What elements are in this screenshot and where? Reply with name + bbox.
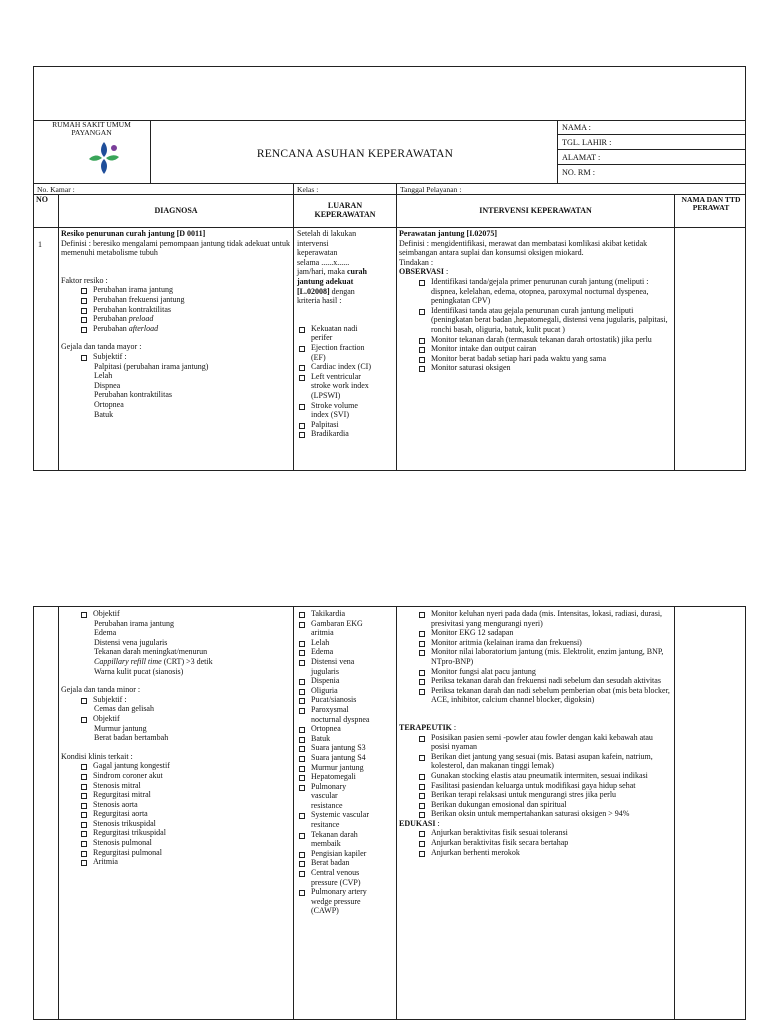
patient-rm-label: NO. RM : — [562, 168, 595, 177]
subjective-group — [61, 352, 290, 362]
list-item — [297, 724, 393, 734]
list-item-prefix: Perubahan — [93, 323, 129, 333]
list-item-line: index (SVI) — [311, 410, 349, 420]
minor-objective-items — [61, 724, 290, 743]
list-item — [297, 429, 393, 439]
list-item: Periksa tekanan darah dan nadi sebelum pemberian obat (mis beta blocker, ACE, inhibitor, calcium channel blocker, digoksin) — [417, 686, 671, 705]
list-item: Berikan terapi relaksasi untuk mengurangi stres jika perlu — [417, 790, 671, 800]
list-item — [297, 343, 393, 362]
list-item — [297, 849, 393, 859]
list-item-line: Distensi vena — [311, 656, 355, 666]
header-no: NO — [36, 195, 48, 204]
list-item: Cemas dan gelisah — [94, 704, 154, 714]
list-item — [297, 734, 393, 744]
list-item: Stenosis mitral — [79, 781, 290, 791]
list-item: Regurgitasi aorta — [79, 809, 290, 819]
luaran-criteria-list — [297, 324, 393, 439]
diagnosa-definition: Definisi : beresiko mengalami pemompaan jantung tidak adekuat untuk memenuhi metabolisme tubuh — [61, 238, 290, 258]
observasi-list — [399, 277, 671, 373]
list-item: Batuk — [94, 409, 114, 419]
room-label: No. Kamar : — [37, 185, 75, 194]
page-2 — [33, 606, 746, 1020]
list-item-prefix: Perubahan — [93, 314, 129, 324]
list-item-line: Ortopnea — [311, 724, 341, 734]
terapeutik-heading: TERAPEUTIK : — [399, 722, 457, 732]
intervensi-title: Perawatan jantung [I.02075] — [399, 229, 497, 238]
list-item — [297, 830, 393, 849]
list-item: Murmur jantung — [94, 723, 147, 733]
luaran-line: Setelah di lakukan — [297, 229, 357, 238]
list-item — [297, 810, 393, 829]
minor-subjective-group — [61, 695, 290, 705]
luaran-code: [L.02008] — [297, 286, 330, 296]
list-item: Monitor EKG 12 sadapan — [417, 628, 671, 638]
objective-label: Objektif — [79, 714, 290, 724]
list-item: Regurgitasi trikuspidal — [79, 828, 290, 838]
list-item: Anjurkan beraktivitas fisik sesuai toleransi — [417, 828, 671, 838]
list-item-line: Oliguria — [311, 685, 338, 695]
objective-group — [61, 609, 290, 619]
luaran-bold-line: jantung adekuat — [297, 276, 354, 286]
form-title: RENCANA ASUHAN KEPERAWATAN — [256, 148, 454, 160]
luaran-criteria-list-continued — [297, 609, 393, 916]
list-item-line: Stroke volume — [311, 400, 358, 410]
row-number: 1 — [38, 240, 42, 249]
edukasi-list — [399, 828, 671, 857]
luaran-cell-continued — [297, 609, 393, 916]
risk-factor-label: Faktor resiko : — [61, 275, 108, 285]
luaran-cell — [297, 229, 393, 439]
list-item-line: Cardiac index (CI) — [311, 362, 371, 372]
list-item — [297, 743, 393, 753]
list-item-line: Suara jantung S4 — [311, 752, 366, 762]
terapeutik-label: TERAPEUTIK — [399, 722, 452, 732]
list-item-line: Lelah — [311, 637, 330, 647]
luaran-line: keperawatan — [297, 248, 338, 258]
list-item-line: perifer — [311, 333, 333, 343]
list-item: Perubahan frekuensi jantung — [79, 295, 290, 305]
list-item: Regurgitasi mitral — [79, 790, 290, 800]
observasi-heading: OBSERVASI : — [399, 267, 449, 277]
list-item-line: Gambaran EKG — [311, 618, 363, 628]
observasi-list-continued — [399, 609, 671, 705]
luaran-text: jam/hari, maka — [297, 267, 347, 277]
patient-address-label: ALAMAT : — [562, 153, 601, 162]
list-item-line: resitance — [311, 820, 340, 830]
list-item-line: Berat badan — [311, 858, 350, 868]
luaran-text: dengan — [329, 286, 355, 296]
hospital-name: RUMAH SAKIT UMUM PAYANGAN — [52, 120, 131, 138]
list-item — [297, 657, 393, 676]
list-item-line: stroke work index — [311, 381, 369, 391]
luaran-criteria-label: kriteria hasil : — [297, 296, 342, 306]
list-item-italic: afterload — [128, 323, 159, 333]
list-item-line: aritmia — [311, 628, 334, 638]
luaran-line — [297, 287, 393, 297]
list-item-line: resistance — [311, 800, 343, 810]
intervensi-cell — [399, 229, 671, 373]
list-item: Stenosis pulmonal — [79, 838, 290, 848]
list-item-line: membaik — [311, 839, 341, 849]
list-item: Aritmia — [79, 857, 290, 867]
list-item — [297, 638, 393, 648]
list-item: Perubahan irama jantung — [79, 285, 290, 295]
edukasi-label: EDUKASI — [399, 818, 436, 828]
list-item-line: Murmur jantung — [311, 762, 364, 772]
list-item: Identifikasi tanda/gejala primer penurunan curah jantung (meliputi : dispnea, kelelahan, edema, otopnea, paroxymal nocturnal dyspenea, peningkatan CPV) — [417, 277, 671, 306]
minor-signs-label: Gejala dan tanda minor : — [61, 685, 141, 695]
list-item-line: vascular — [311, 791, 338, 801]
list-item-line: Pucat/sianosis — [311, 695, 357, 705]
minor-subjective-items — [61, 704, 290, 714]
list-item — [297, 676, 393, 686]
list-item-line: (LPSWI) — [311, 390, 341, 400]
objective-items — [61, 619, 290, 677]
crt-italic: Cappillary refill time — [94, 656, 162, 666]
observasi-label: OBSERVASI — [399, 267, 444, 277]
list-item — [297, 782, 393, 811]
list-item — [297, 619, 393, 638]
list-item — [94, 657, 290, 667]
list-item: Berikan dukungan emosional dan spiritual — [417, 800, 671, 810]
list-item — [297, 420, 393, 430]
header-nama-ttd: NAMA DAN TTD PERAWAT — [681, 195, 741, 213]
list-item — [297, 705, 393, 724]
list-item-line: Edema — [311, 647, 334, 657]
list-item: Edema — [94, 628, 117, 638]
list-item: Regurgitasi pulmonal — [79, 848, 290, 858]
page-1 — [33, 66, 746, 471]
service-date-label: Tanggal Pelayanan : — [400, 185, 462, 194]
list-item-italic: preload — [128, 314, 154, 324]
list-item-line: wedge pressure — [311, 896, 361, 906]
list-item-line: Paroxysmal — [311, 704, 349, 714]
diagnosa-cell-continued — [61, 609, 290, 867]
list-item-line: Left ventricular — [311, 371, 361, 381]
tindakan-label: Tindakan : — [399, 257, 434, 267]
list-item: Berikan oksin untuk mempertahankan saturasi oksigen > 94% — [417, 809, 671, 819]
list-item: Lelah — [94, 371, 113, 381]
list-item-line: Dispenia — [311, 676, 340, 686]
subjective-label: Subjektif : — [79, 695, 290, 705]
list-item: Perubahan kontraktilitas — [79, 305, 290, 315]
objective-label: Objektif — [79, 609, 290, 619]
edukasi-heading: EDUKASI : — [399, 818, 440, 828]
list-item — [297, 858, 393, 868]
list-item-line: Ejection fraction — [311, 342, 365, 352]
list-item — [297, 647, 393, 657]
patient-name-label: NAMA : — [562, 123, 591, 132]
list-item: Identifikasi tanda atau gejala penurunan curah jantung meliputi (peningkatan berat badan ,hepatomegali, distensi vena jugularis, palpitasi, ronchi basah, oliguria, batuk, kulit pucat ) — [417, 306, 671, 335]
clinical-conditions-list — [61, 761, 290, 867]
risk-factor-list — [61, 285, 290, 333]
luaran-line — [297, 267, 393, 277]
list-item-line: (EF) — [311, 352, 326, 362]
list-item: Monitor fungsi alat pacu jantung — [417, 667, 671, 677]
terapeutik-list — [399, 733, 671, 819]
list-item — [297, 753, 393, 763]
list-item-line: Kekuatan nadi — [311, 323, 358, 333]
list-item-line: Palpitasi — [311, 419, 339, 429]
minor-objective-group — [61, 714, 290, 724]
list-item: Anjurkan berhenti merokok — [417, 848, 671, 858]
subjective-items — [61, 362, 290, 420]
list-item — [297, 686, 393, 696]
header-intervensi: INTERVENSI KEPERAWATAN — [479, 206, 592, 215]
list-item: Fasilitasi pasiendan keluarga untuk modifikasi gaya hidup sehat — [417, 781, 671, 791]
list-item: Stenosis trikuspidal — [79, 819, 290, 829]
list-item — [79, 324, 290, 334]
list-item: Monitor nilai laboratorium jantung (mis. Elektrolit, enzim jantung, BNP, NTpro-BNP) — [417, 647, 671, 666]
diagnosa-cell — [61, 229, 290, 419]
list-item-line: Hepatomegali — [311, 772, 356, 782]
list-item — [297, 868, 393, 887]
list-item: Sindrom coroner akut — [79, 771, 290, 781]
class-label: Kelas : — [297, 185, 319, 194]
luaran-line: intervensi — [297, 238, 329, 248]
list-item: Dispnea — [94, 380, 121, 390]
list-item: Monitor tekanan darah (termasuk tekanan darah ortostatik) jika perlu — [417, 335, 671, 345]
list-item-line: Takikardia — [311, 609, 346, 618]
list-item: Gagal jantung kongestif — [79, 761, 290, 771]
list-item: Perubahan irama jantung — [94, 618, 174, 628]
list-item — [297, 695, 393, 705]
crt-text: (CRT) >3 detik — [161, 656, 213, 666]
header-diagnosa: DIAGNOSA — [154, 206, 198, 215]
list-item — [297, 372, 393, 401]
list-item: Monitor aritmia (kelainan irama dan frekuensi) — [417, 638, 671, 648]
list-item — [297, 772, 393, 782]
list-item-line: jugularis — [311, 666, 339, 676]
intervensi-definition: Definisi : mengidentifikasi, merawat dan membatasi komlikasi akibat ketidak seimbangan antara suplai dan konsumsi oksigen miokard. — [399, 238, 648, 258]
list-item: Distensi vena jugularis — [94, 637, 168, 647]
list-item: Anjurkan beraktivitas fisik secara bertahap — [417, 838, 671, 848]
diagnosa-title: Resiko penurunan curah jantung [D 0011] — [61, 229, 206, 238]
list-item — [297, 887, 393, 916]
list-item: Stenosis aorta — [79, 800, 290, 810]
list-item: Palpitasi (perubahan irama jantung) — [94, 361, 209, 371]
list-item — [297, 609, 393, 619]
list-item: Perubahan kontraktilitas — [94, 390, 172, 400]
list-item-line: Suara jantung S3 — [311, 743, 366, 753]
intervensi-cell-continued — [399, 609, 671, 857]
list-item: Periksa tekanan darah dan frekuensi nadi sebelum dan sesudah aktivitas — [417, 676, 671, 686]
hospital-logo-icon — [86, 140, 122, 176]
header-luaran: LUARAN KEPERAWATAN — [314, 201, 376, 219]
list-item — [297, 401, 393, 420]
list-item-line: Central venous — [311, 868, 360, 878]
list-item: Warna kulit pucat (sianosis) — [94, 666, 184, 676]
list-item-line: nocturnal dyspnea — [311, 714, 370, 724]
list-item: Posisikan pasien semi -powler atau fowler dengan kaki kebawah atau posisi nyaman — [417, 733, 671, 752]
list-item-line: Pulmonary — [311, 781, 347, 791]
major-signs-label: Gejala dan tanda mayor : — [61, 342, 142, 352]
list-item: Monitor keluhan nyeri pada dada (mis. Intensitas, lokasi, radiasi, durasi, presivitasi yang mengurangi nyeri) — [417, 609, 671, 628]
list-item — [79, 314, 290, 324]
list-item — [297, 362, 393, 372]
list-item: Ortopnea — [94, 399, 124, 409]
patient-dob-label: TGL. LAHIR : — [562, 138, 612, 147]
list-item-line: Bradikardia — [311, 429, 349, 439]
list-item-line: Systemic vascular — [311, 810, 369, 820]
luaran-bold: curah — [346, 267, 367, 277]
clinical-conditions-label: Kondisi klinis terkait : — [61, 751, 133, 761]
list-item: Berat badan bertambah — [94, 733, 169, 743]
list-item: Gunakan stocking elastis atau pneumatik intermiten, sesuai indikasi — [417, 771, 671, 781]
list-item: Monitor intake dan output cairan — [417, 344, 671, 354]
list-item-line: Pulmonary artery — [311, 887, 367, 897]
list-item: Tekanan darah meningkat/menurun — [94, 647, 208, 657]
list-item — [297, 324, 393, 343]
list-item-line: Batuk — [311, 733, 331, 743]
list-item: Monitor saturasi oksigen — [417, 363, 671, 373]
subjective-label: Subjektif : — [79, 352, 290, 362]
luaran-line: selama ......x...... — [297, 257, 350, 267]
list-item-line: pressure (CVP) — [311, 877, 361, 887]
list-item — [297, 763, 393, 773]
list-item-line: Tekanan darah — [311, 829, 358, 839]
list-item-line: (CAWP) — [311, 906, 339, 916]
list-item: Monitor berat badab setiap hari pada waktu yang sama — [417, 354, 671, 364]
list-item-line: Pengisian kapiler — [311, 848, 367, 858]
list-item: Berikan diet jantung yang sesuai (mis. Batasi asupan kafein, natrium, kolesterol, dan makanan tinggi lemak) — [417, 752, 671, 771]
